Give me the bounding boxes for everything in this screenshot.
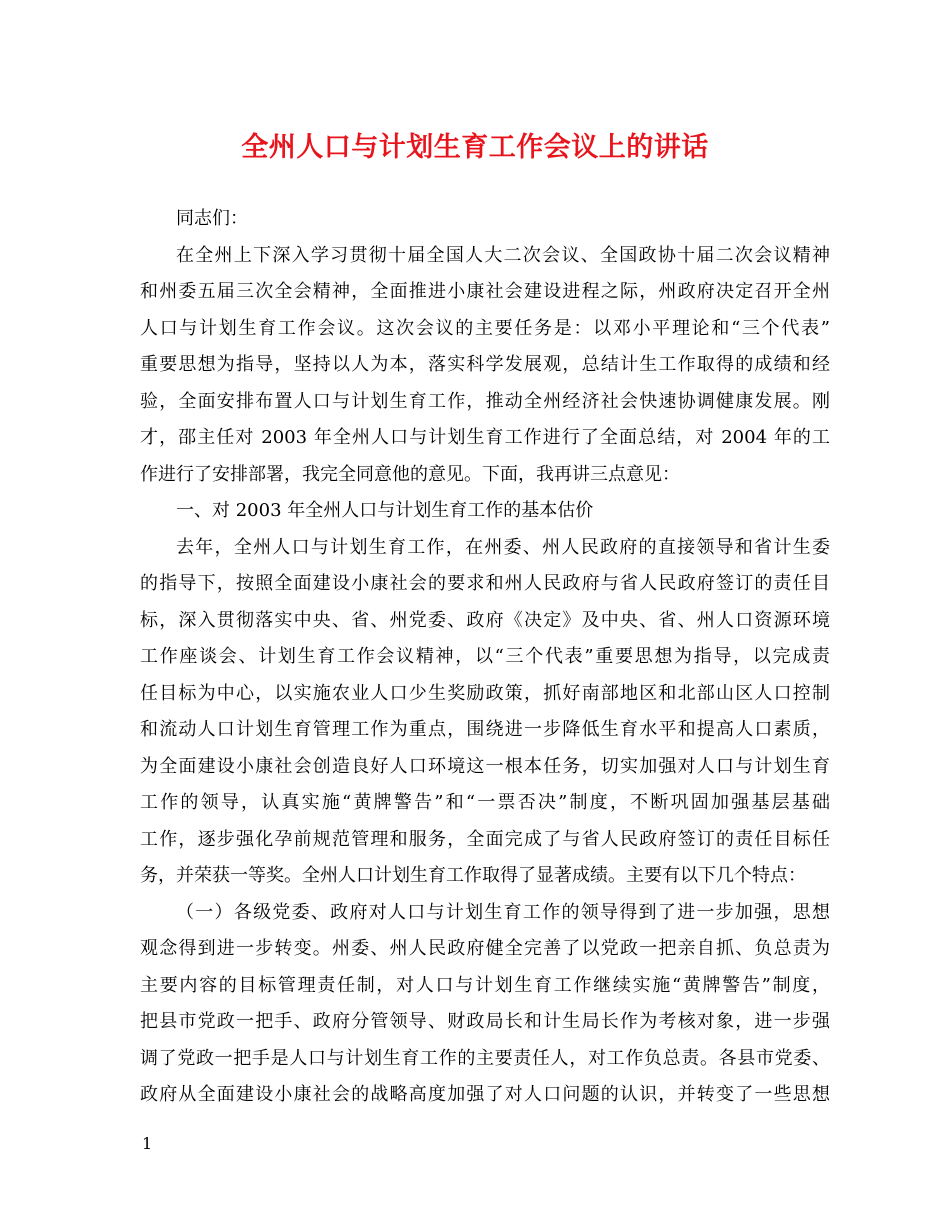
body-line: 的指导下，按照全面建设小康社会的要求和州人民政府与省人民政府签订的责任目	[140, 573, 830, 594]
body-line: 为全面建设小康社会创造良好人口环境这一根本任务，切实加强对人口与计划生育	[140, 755, 830, 777]
body-line: 和流动人口计划生育管理工作为重点，围绕进一步降低生育水平和提高人口素质，	[140, 719, 830, 740]
body-line: 政府从全面建设小康社会的战略高度加强了对人口问题的认识，并转变了一些思想	[140, 1084, 830, 1105]
body-line: 重要思想为指导，坚持以人为本，落实科学发展观，总结计生工作取得的成绩和经	[140, 354, 830, 375]
body-line: 任目标为中心，以实施农业人口少生奖励政策，抓好南部地区和北部山区人口控制	[140, 682, 830, 704]
body-line: 和州委五届三次全会精神，全面推进小康社会建设进程之际，州政府决定召开全州	[140, 281, 830, 302]
body-line: 把县市党政一把手、政府分管领导、财政局长和计生局长作为考核对象，进一步强	[140, 1011, 830, 1032]
body-line: 工作座谈会、计划生育工作会议精神，以“三个代表”重要思想为指导，以完成责	[140, 646, 830, 667]
body-line: 去年，全州人口与计划生育工作，在州委、州人民政府的直接领导和省计生委	[176, 536, 830, 558]
body-line: 在全州上下深入学习贯彻十届全国人大二次会议、全国政协十届二次会议精神	[176, 244, 830, 266]
document-title: 全州人口与计划生育工作会议上的讲话	[241, 132, 709, 163]
body-line: 务，并荣获一等奖。全州人口计划生育工作取得了显著成绩。主要有以下几个特点：	[140, 865, 806, 886]
body-line: 作进行了安排部署，我完全同意他的意见。下面，我再讲三点意见：	[140, 463, 680, 485]
page-number: 1	[142, 1134, 153, 1153]
body-line: 才，邵主任对 2003 年全州人口与计划生育工作进行了全面总结，对 2004 年的工	[140, 427, 830, 448]
body-line: 验，全面安排布置人口与计划生育工作，推动全州经济社会快速协调健康发展。刚	[140, 390, 830, 412]
body-line: 同志们：	[176, 208, 248, 229]
body-line: 主要内容的目标管理责任制，对人口与计划生育工作继续实施“黄牌警告”制度，	[140, 974, 830, 996]
body-line: （一）各级党委、政府对人口与计划生育工作的领导得到了进一步加强，思想	[176, 901, 830, 923]
body-line: 工作的领导，认真实施“黄牌警告”和“一票否决”制度，不断巩固加强基层基础	[140, 792, 830, 813]
body-line: 人口与计划生育工作会议。这次会议的主要任务是：以邓小平理论和“三个代表”	[140, 317, 830, 339]
document-body	[140, 201, 830, 1114]
body-line: 标，深入贯彻落实中央、省、州党委、政府《决定》及中央、省、州人口资源环境	[140, 609, 830, 631]
body-line: 工作，逐步强化孕前规范管理和服务，全面完成了与省人民政府签订的责任目标任	[140, 828, 830, 850]
body-line: 观念得到进一步转变。州委、州人民政府健全完善了以党政一把亲自抓、负总责为	[140, 938, 830, 959]
body-line: 一、对 2003 年全州人口与计划生育工作的基本估价	[176, 500, 594, 521]
body-line: 调了党政一把手是人口与计划生育工作的主要责任人，对工作负总责。各县市党委、	[140, 1047, 830, 1069]
